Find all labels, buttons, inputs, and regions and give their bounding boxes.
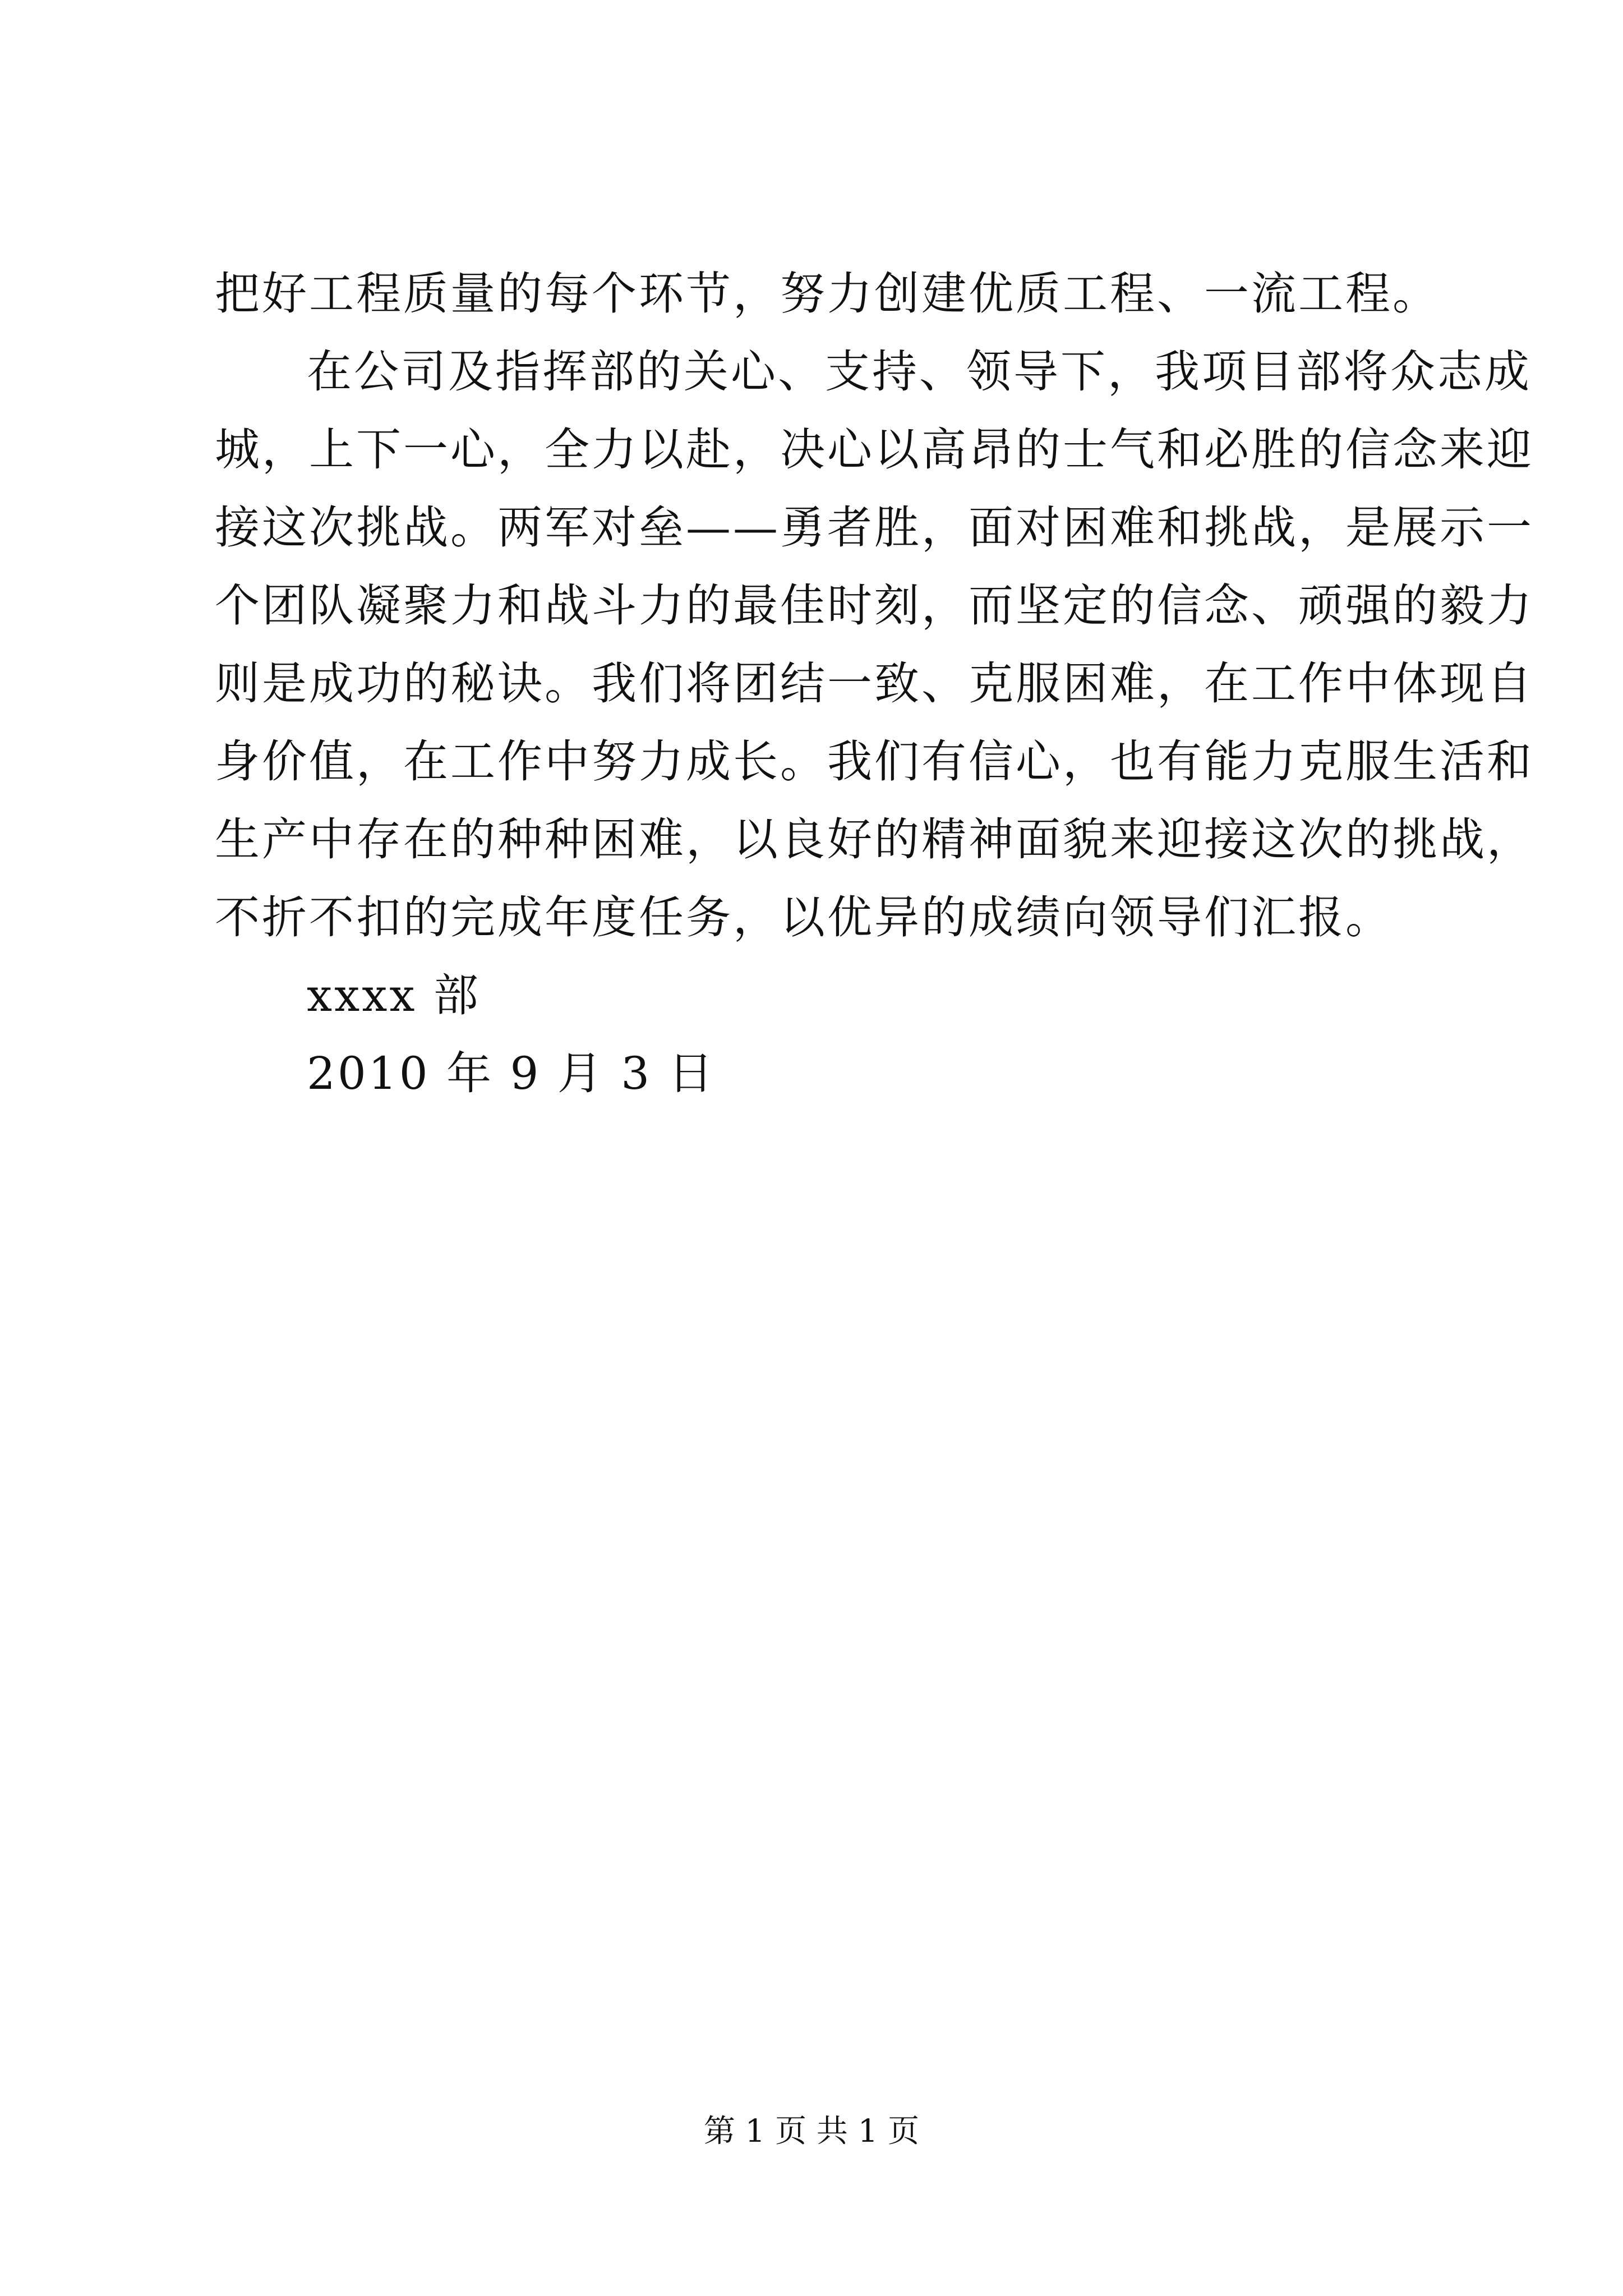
body-line-6: 则是成功的秘诀。我们将团结一致、克服困难，在工作中体现自: [215, 657, 1534, 710]
body-line-1: 把好工程质量的每个环节，努力创建优质工程、一流工程。: [215, 268, 1440, 320]
body-line-4: 接这次挑战。两军对垒——勇者胜，面对困难和挑战，是展示一: [215, 501, 1534, 554]
signature-date: 2010 年 9 月 3 日: [307, 1047, 716, 1099]
body-line-2-paragraph-start: 在公司及指挥部的关心、支持、领导下，我项目部将众志成: [307, 346, 1532, 398]
body-line-7: 身价值，在工作中努力成长。我们有信心，也有能力克服生活和: [215, 735, 1534, 788]
signature-department: xxxx 部: [307, 969, 481, 1022]
body-line-9: 不折不扣的完成年度任务，以优异的成绩向领导们汇报。: [215, 891, 1393, 944]
page-footer: 第 1 页 共 1 页: [703, 2113, 920, 2150]
body-line-5: 个团队凝聚力和战斗力的最佳时刻，而坚定的信念、顽强的毅力: [215, 579, 1534, 632]
body-line-8: 生产中存在的种种困难，以良好的精神面貌来迎接这次的挑战，: [215, 813, 1534, 866]
body-line-3: 城，上下一心，全力以赴，决心以高昂的士气和必胜的信念来迎: [215, 424, 1534, 476]
